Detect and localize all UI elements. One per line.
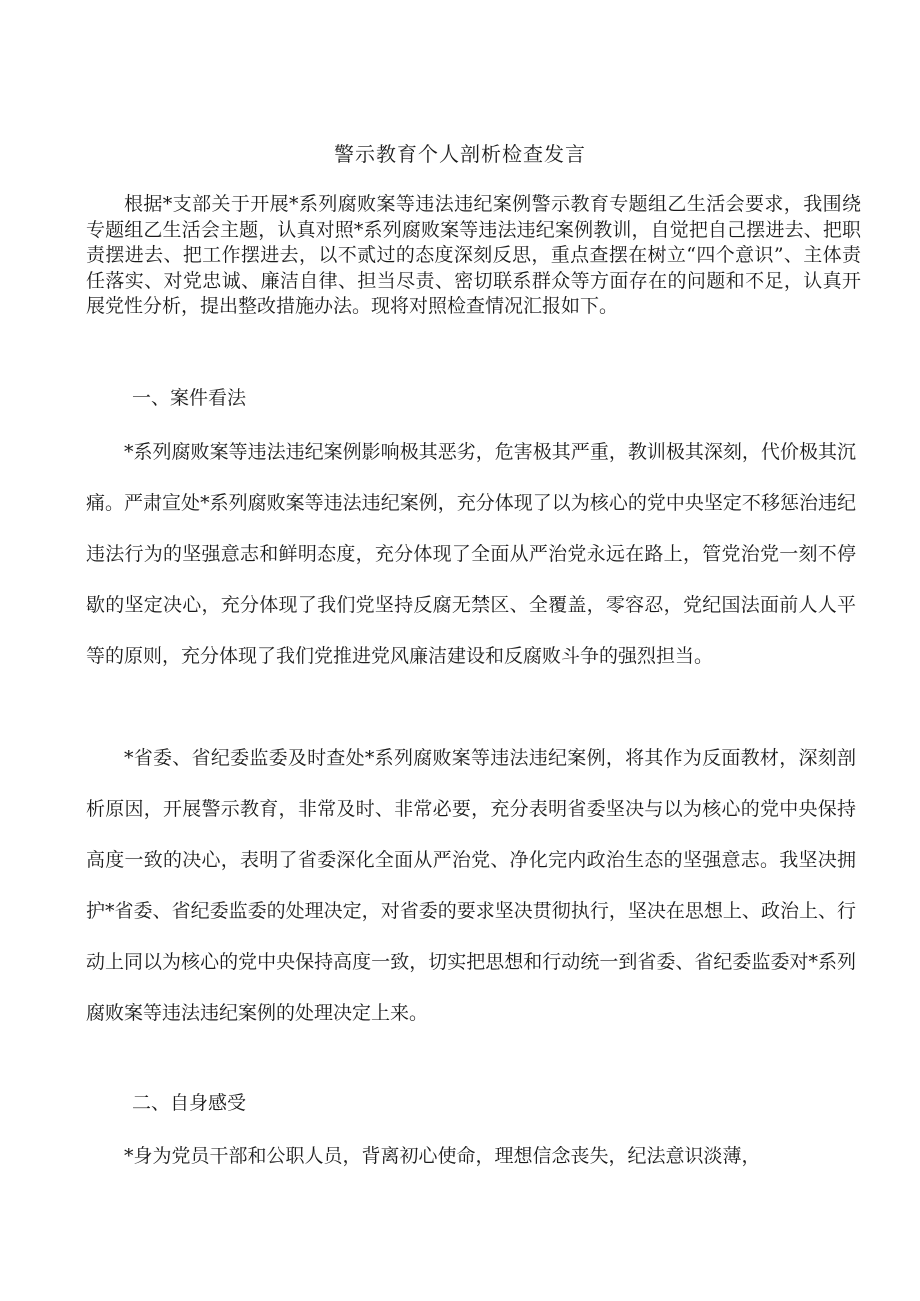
section1-paragraph-1: *系列腐败案等违法违纪案例影响极其恶劣，危害极其严重，教训极其深刻，代价极其沉痛。严肃宣处*系列腐败案等违法违纪案例，充分体现了以为核心的党中央坚定不移惩治违纪违法行为的坚强意志和鲜明态度，充分体现了全面从严治党永远在路上，管党治党一刻不停歇的坚定决心，充分体现了我们党坚持反腐无禁区、全覆盖，零容忍，党纪国法面前人人平等的原则，充分体现了我们党推进党风廉洁建设和反腐败斗争的强烈担当。 <box>86 441 856 667</box>
section1-paragraph-2: *省委、省纪委监委及时查处*系列腐败案等违法违纪案例，将其作为反面教材，深刻剖析原因，开展警示教育，非常及时、非常必要，充分表明省委坚决与以为核心的党中央保持高度一致的决心，表明了省委深化全面从严治党、净化完内政治生态的坚强意志。我坚决拥护*省委、省纪委监委的处理决定，对省委的要求坚决贯彻执行，坚决在思想上、政治上、行动上同以为核心的党中央保持高度一致，切实把思想和行动统一到省委、省纪委监委对*系列腐败案等违法违纪案例的处理决定上来。 <box>86 747 856 1024</box>
document-title: 警示教育个人剖析检查发言 <box>334 142 586 166</box>
intro-paragraph: 根据*支部关于开展*系列腐败案等违法违纪案例警示教育专题组乙生活会要求，我围绕专题组乙生活会主题，认真对照*系列腐败案等违法违纪案例教训，自觉把自己摆进去、把职责摆进去、把工作摆进去，以不贰过的态度深刻反思，重点查摆在树立“四个意识”、主体责任落实、对党忠诚、廉洁自律、担当尽责、密切联系群众等方面存在的问题和不足，认真开展党性分析，提出整改措施办法。现将对照检查情况汇报如下。 <box>86 193 861 317</box>
intro-block <box>86 192 861 320</box>
section-heading-self-feeling: 二、自身感受 <box>132 1092 247 1114</box>
section1-paragraph-1-block <box>86 427 856 682</box>
section1-paragraph-2-block <box>86 733 856 1039</box>
section2-paragraph-1: *身为党员干部和公职人员，背离初心使命，理想信念丧失，纪法意识淡薄， <box>124 1145 761 1167</box>
section2-paragraph-1-block <box>86 1131 856 1182</box>
section-heading-case-view: 一、案件看法 <box>132 387 247 409</box>
